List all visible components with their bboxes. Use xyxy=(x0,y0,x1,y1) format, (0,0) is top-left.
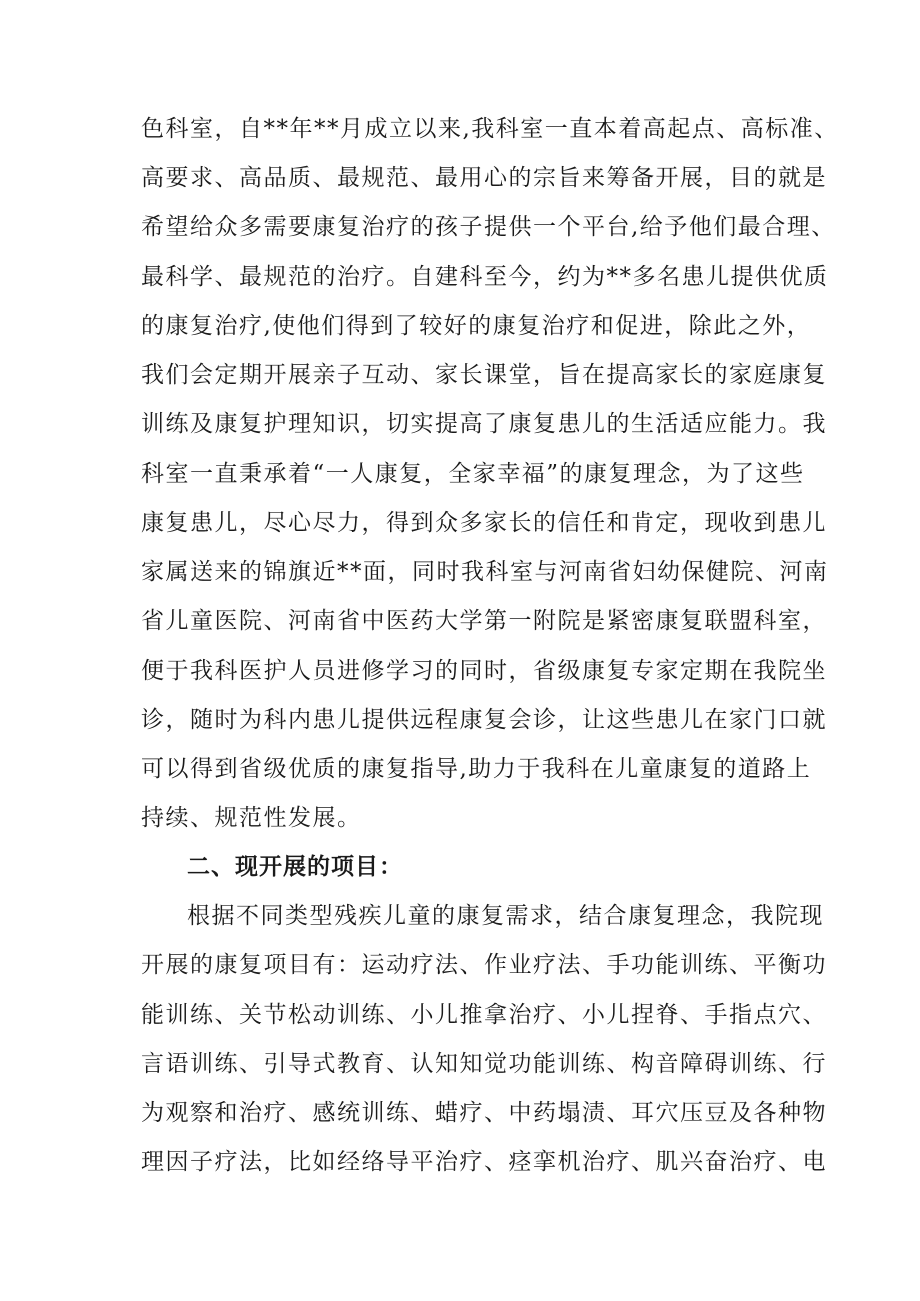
paragraph-line: 高要求、高品质、最规范、最用心的宗旨来筹备开展，目的就是 xyxy=(141,165,827,191)
paragraph-line: 可以得到省级优质的康复指导,助力于我科在儿童康复的道路上 xyxy=(141,756,812,782)
paragraph-line: 言语训练、引导式教育、认知知觉功能训练、构音障碍训练、行 xyxy=(141,1051,827,1077)
paragraph-line: 科室一直秉承着“一人康复，全家幸福”的康复理念，为了这些 xyxy=(141,461,805,487)
paragraph-line: 省儿童医院、河南省中医药大学第一附院是紧密康复联盟科室， xyxy=(141,608,827,634)
paragraph-line: 康复患儿，尽心尽力，得到众多家长的信任和肯定，现收到患儿 xyxy=(141,510,827,536)
paragraph-line: 希望给众多需要康复治疗的孩子提供一个平台,给予他们最合理、 xyxy=(141,214,836,240)
paragraph-line: 根据不同类型残疾儿童的康复需求，结合康复理念，我院现 xyxy=(187,903,824,929)
paragraph-line: 便于我科医护人员进修学习的同时，省级康复专家定期在我院坐 xyxy=(141,658,827,684)
paragraph-line: 能训练、关节松动训练、小儿推拿治疗、小儿捏脊、手指点穴、 xyxy=(141,1002,827,1028)
paragraph-line: 家属送来的锦旗近**面，同时我科室与河南省妇幼保健院、河南 xyxy=(141,559,829,585)
section-heading: 二、现开展的项目： xyxy=(187,854,403,880)
paragraph-line: 训练及康复护理知识，切实提高了康复患儿的生活适应能力。我 xyxy=(141,411,827,437)
paragraph-line: 我们会定期开展亲子互动、家长课堂，旨在提高家长的家庭康复 xyxy=(141,362,827,388)
paragraph-line: 的康复治疗,使他们得到了较好的康复治疗和促进，除此之外， xyxy=(141,313,812,339)
paragraph-line: 为观察和治疗、感统训练、蜡疗、中药塌渍、耳穴压豆及各种物 xyxy=(141,1100,827,1126)
paragraph-line: 开展的康复项目有：运动疗法、作业疗法、手功能训练、平衡功 xyxy=(141,952,827,978)
paragraph-line: 最科学、最规范的治疗。自建科至今，约为**多名患儿提供优质 xyxy=(141,264,829,290)
paragraph-line: 理因子疗法，比如经络导平治疗、痉挛机治疗、肌兴奋治疗、电 xyxy=(141,1149,827,1175)
paragraph-line: 色科室，自**年**月成立以来,我科室一直本着高起点、高标准、 xyxy=(141,116,839,142)
paragraph-line: 持续、规范性发展。 xyxy=(141,805,362,831)
paragraph-line: 诊，随时为科内患儿提供远程康复会诊，让这些患儿在家门口就 xyxy=(141,707,827,733)
